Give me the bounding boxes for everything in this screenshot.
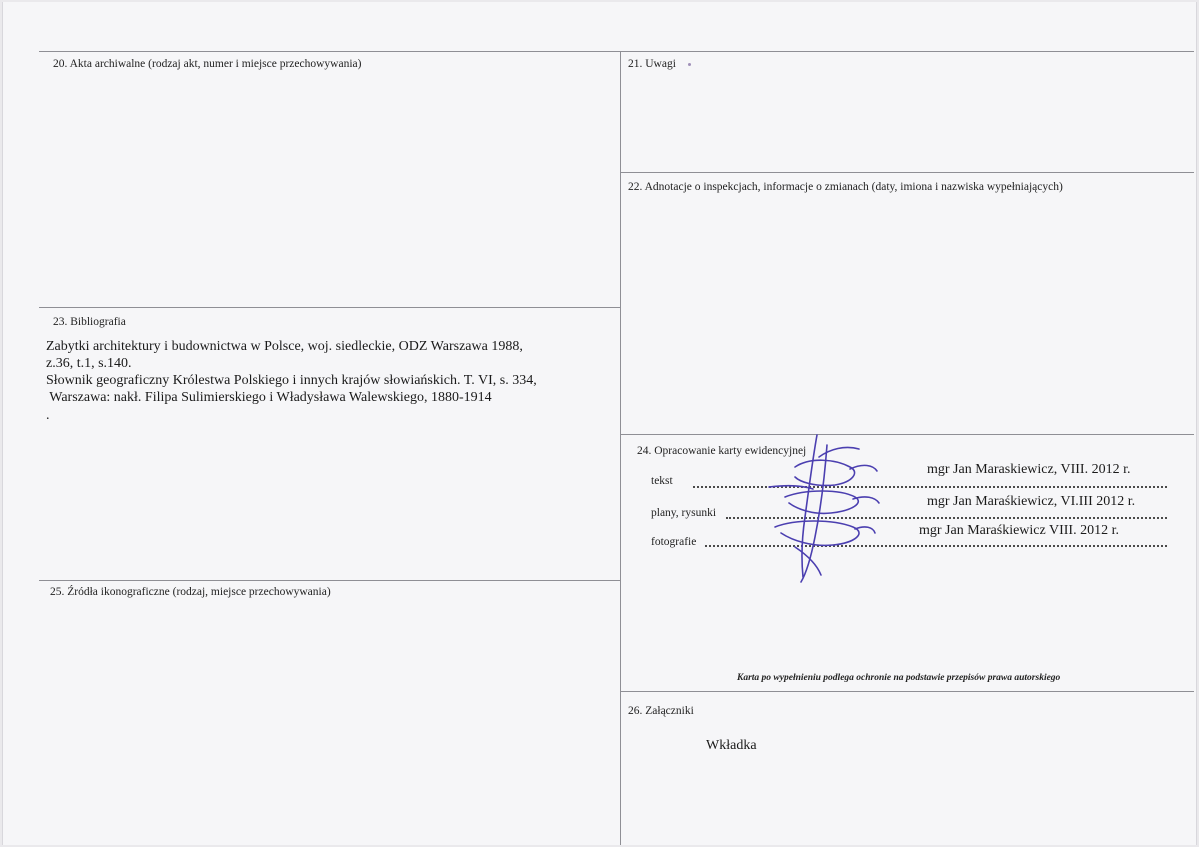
attachment-value: Wkładka [706, 738, 757, 753]
prep-value-text: mgr Jan Maraskiewicz, VIII. 2012 r. [927, 462, 1131, 477]
bibliography-line-3: Słownik geograficzny Królestwa Polskiego i innych krajów słowiańskich. T. VI, s. 334, [46, 373, 537, 388]
bibliography-line-1: Zabytki architektury i budownictwa w Polsce, woj. siedleckie, ODZ Warszawa 1988, [46, 339, 523, 354]
column-divider [620, 51, 621, 845]
prep-value-photos: mgr Jan Maraśkiewicz VIII. 2012 r. [919, 523, 1119, 538]
divider-21-22 [620, 172, 1194, 173]
divider-23-25 [39, 580, 620, 581]
prep-field-photos: fotografie [651, 536, 697, 548]
stray-mark [688, 63, 691, 66]
signature-icon [755, 427, 885, 587]
prep-field-text: tekst [651, 475, 673, 487]
bibliography-line-5: . [46, 408, 50, 423]
bibliography-line-4: Warszawa: nakł. Filipa Sulimierskiego i Władysława Walewskiego, 1880-1914 [46, 390, 492, 405]
bibliography-line-2: z.36, t.1, s.140. [46, 356, 132, 371]
prep-value-plans: mgr Jan Maraśkiewicz, VI.III 2012 r. [927, 494, 1136, 509]
section-25-label: 25. Źródła ikonograficzne (rodzaj, miejsce przechowywania) [50, 586, 331, 598]
copyright-notice: Karta po wypełnieniu podlega ochronie na podstawie przepisów prawa autorskiego [737, 673, 1061, 683]
divider-22-24 [620, 434, 1194, 435]
divider-20-23 [39, 307, 620, 308]
top-border [39, 51, 1194, 52]
divider-24-26 [620, 691, 1194, 692]
section-23-label: 23. Bibliografia [53, 316, 126, 328]
section-22-label: 22. Adnotacje o inspekcjach, informacje o zmianach (daty, imiona i nazwiska wypełniających) [628, 181, 1063, 193]
prep-field-plans: plany, rysunki [651, 507, 717, 519]
section-20-label: 20. Akta archiwalne (rodzaj akt, numer i miejsce przechowywania) [53, 58, 362, 70]
record-card-sheet [2, 2, 1197, 845]
section-24-label: 24. Opracowanie karty ewidencyjnej [637, 445, 807, 457]
section-21-label: 21. Uwagi [628, 58, 676, 70]
section-26-label: 26. Załączniki [628, 705, 694, 717]
